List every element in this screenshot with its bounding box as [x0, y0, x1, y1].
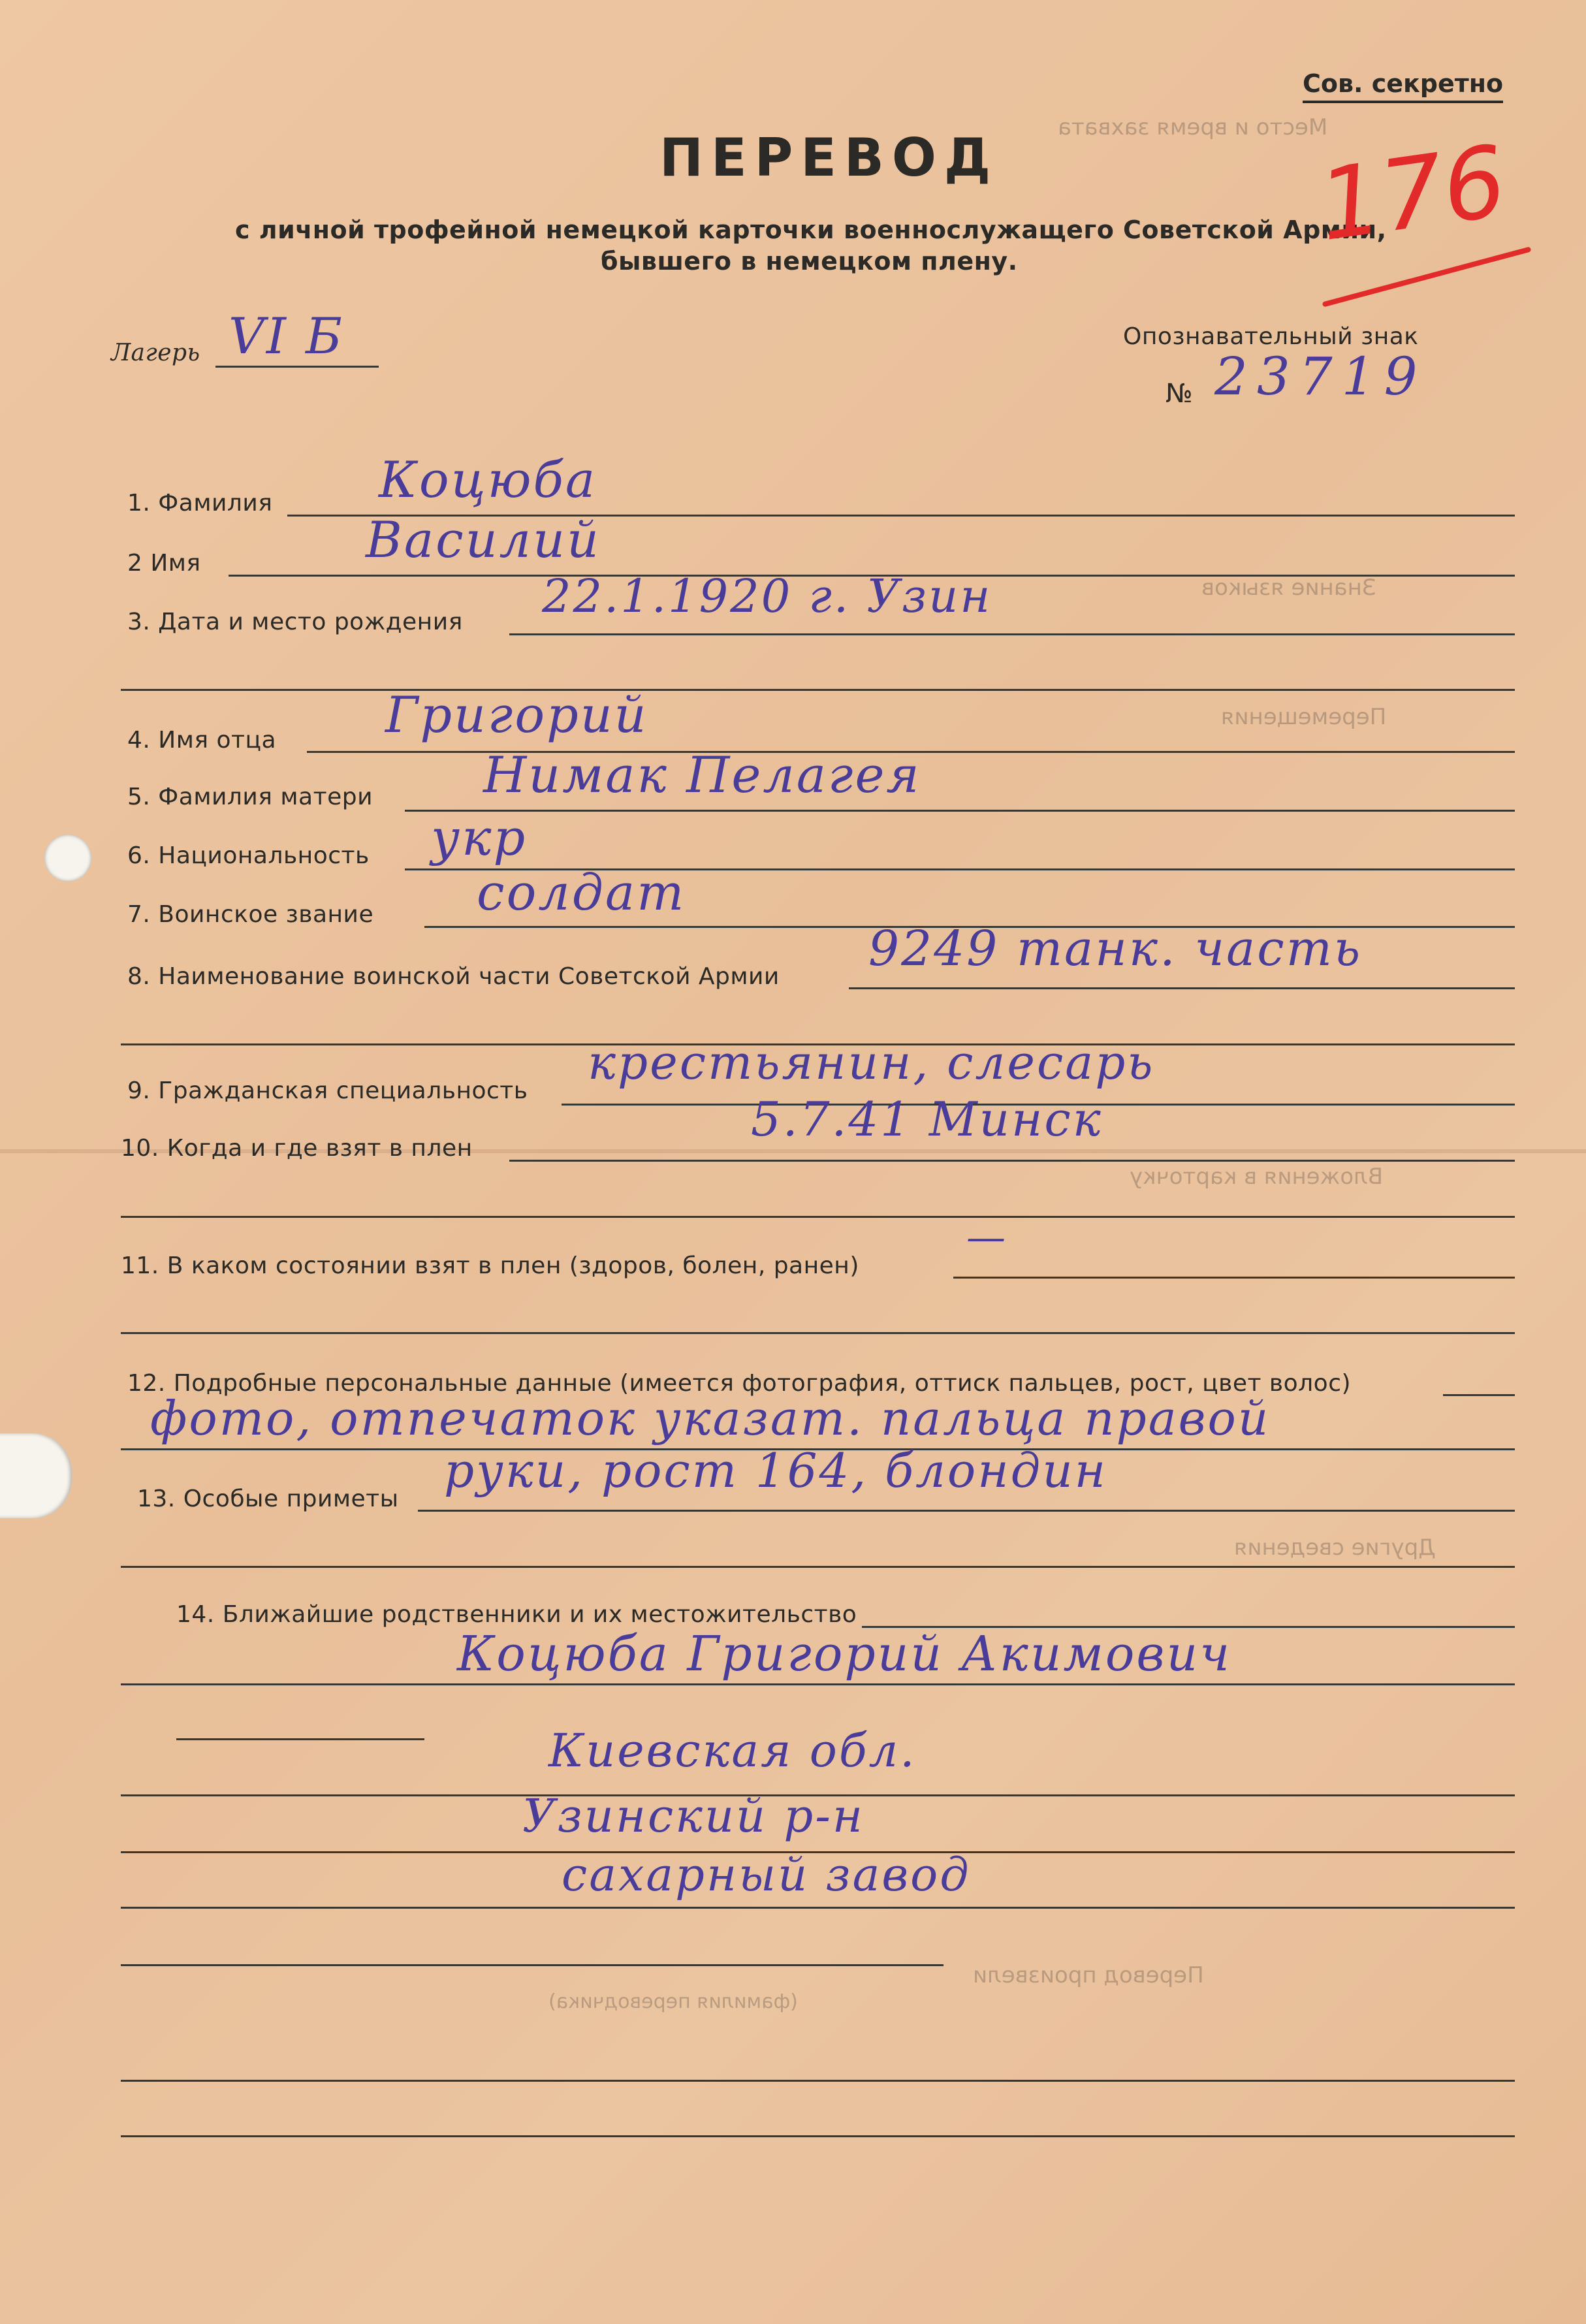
- field-value: укр: [431, 808, 528, 867]
- bleed-through-text: Место и время захвата: [1058, 114, 1328, 140]
- field-value: Василий: [366, 511, 601, 569]
- camp-label: Лагерь: [111, 340, 200, 366]
- field-label: 7. Воинское звание: [127, 901, 374, 928]
- id-tag-label: Опознавательный знак: [1123, 323, 1419, 350]
- field-value: Коцюба: [379, 451, 597, 509]
- subtitle-line-1: с личной трофейной немецкой карточки военнослужащего Советской Армии,: [235, 215, 1387, 244]
- torn-notch: [0, 1433, 72, 1518]
- field-line: [121, 1964, 944, 1966]
- relative-address-line-3: сахарный завод: [562, 1848, 971, 1902]
- field-label: 11. В каком состоянии взят в плен (здоров, болен, ранен): [121, 1252, 859, 1279]
- field-label: 13. Особые приметы: [137, 1486, 399, 1512]
- camp-value: VI Б: [229, 307, 344, 365]
- subtitle-line-2: бывшего в немецком плену.: [601, 247, 1018, 276]
- field-value: 22.1.1920 г. Узин: [542, 569, 992, 623]
- bleed-through-text: Знание языков: [1201, 575, 1376, 601]
- bleed-through-text: Вложения в карточку: [1130, 1164, 1384, 1190]
- red-case-number: 176: [1312, 124, 1514, 264]
- field-value: солдат: [477, 863, 686, 921]
- field-line: [418, 1510, 1515, 1512]
- field-label: 14. Ближайшие родственники и их местожительство: [176, 1601, 857, 1628]
- field-label: 1. Фамилия: [127, 490, 273, 517]
- field-label: 6. Национальность: [127, 842, 370, 869]
- field-label: 4. Имя отца: [127, 727, 277, 754]
- field-value: 9249 танк. часть: [868, 921, 1363, 977]
- field-label: 9. Гражданская специальность: [127, 1077, 528, 1104]
- field-line: [121, 1566, 1515, 1568]
- field-line: [1443, 1394, 1515, 1396]
- field-line: [176, 1738, 424, 1740]
- punch-hole: [44, 835, 91, 882]
- field-line: [121, 1332, 1515, 1334]
- field-line: [849, 987, 1515, 989]
- field-line: [121, 689, 1515, 691]
- field-value: Нимак Пелагея: [483, 746, 921, 804]
- relative-address-line-2: Узинский р-н: [522, 1789, 864, 1843]
- field-value: Григорий: [385, 686, 648, 744]
- field-line: [953, 1277, 1515, 1279]
- page-title: ПЕРЕВОД: [659, 127, 999, 188]
- field-line: [121, 1216, 1515, 1218]
- field-value: крестьянин, слесарь: [588, 1035, 1155, 1090]
- field-line: [509, 633, 1515, 635]
- field-label: 2 Имя: [127, 550, 201, 577]
- bleed-through-text: (фамилия переводчика): [548, 1990, 798, 2013]
- handwriting-line-13: руки, рост 164, блондин: [444, 1443, 1108, 1498]
- field-value: —: [966, 1215, 1007, 1260]
- id-tag-value: 23719: [1214, 346, 1427, 407]
- field-line: [509, 1160, 1515, 1162]
- bleed-through-text: Перевод произвели: [973, 1962, 1204, 1988]
- bleed-through-text: Другие сведения: [1234, 1535, 1436, 1561]
- camp-line: [215, 366, 379, 368]
- field-line: [121, 2080, 1515, 2082]
- relative-address-line-1: Киевская обл.: [548, 1724, 917, 1777]
- field-label: 8. Наименование воинской части Советской Армии: [127, 963, 780, 990]
- field-label: 12. Подробные персональные данные (имеется фотография, оттиск пальцев, рост, цвет волос): [127, 1370, 1352, 1397]
- field-label: 3. Дата и место рождения: [127, 609, 463, 635]
- relative-name: Коцюба Григорий Акимович: [457, 1626, 1232, 1682]
- field-line: [121, 2135, 1515, 2137]
- field-line: [121, 1907, 1515, 1909]
- id-tag-prefix: №: [1166, 379, 1194, 409]
- classification-stamp: Сов. секретно: [1303, 69, 1503, 103]
- field-line: [121, 1683, 1515, 1685]
- field-label: 10. Когда и где взят в плен: [121, 1135, 473, 1162]
- bleed-through-text: Перемещения: [1221, 704, 1387, 730]
- handwriting-line-12: фото, отпечаток указат. пальца правой: [150, 1391, 1271, 1446]
- field-value: 5.7.41 Минск: [751, 1092, 1103, 1147]
- field-line: [405, 810, 1515, 812]
- field-label: 5. Фамилия матери: [127, 784, 373, 810]
